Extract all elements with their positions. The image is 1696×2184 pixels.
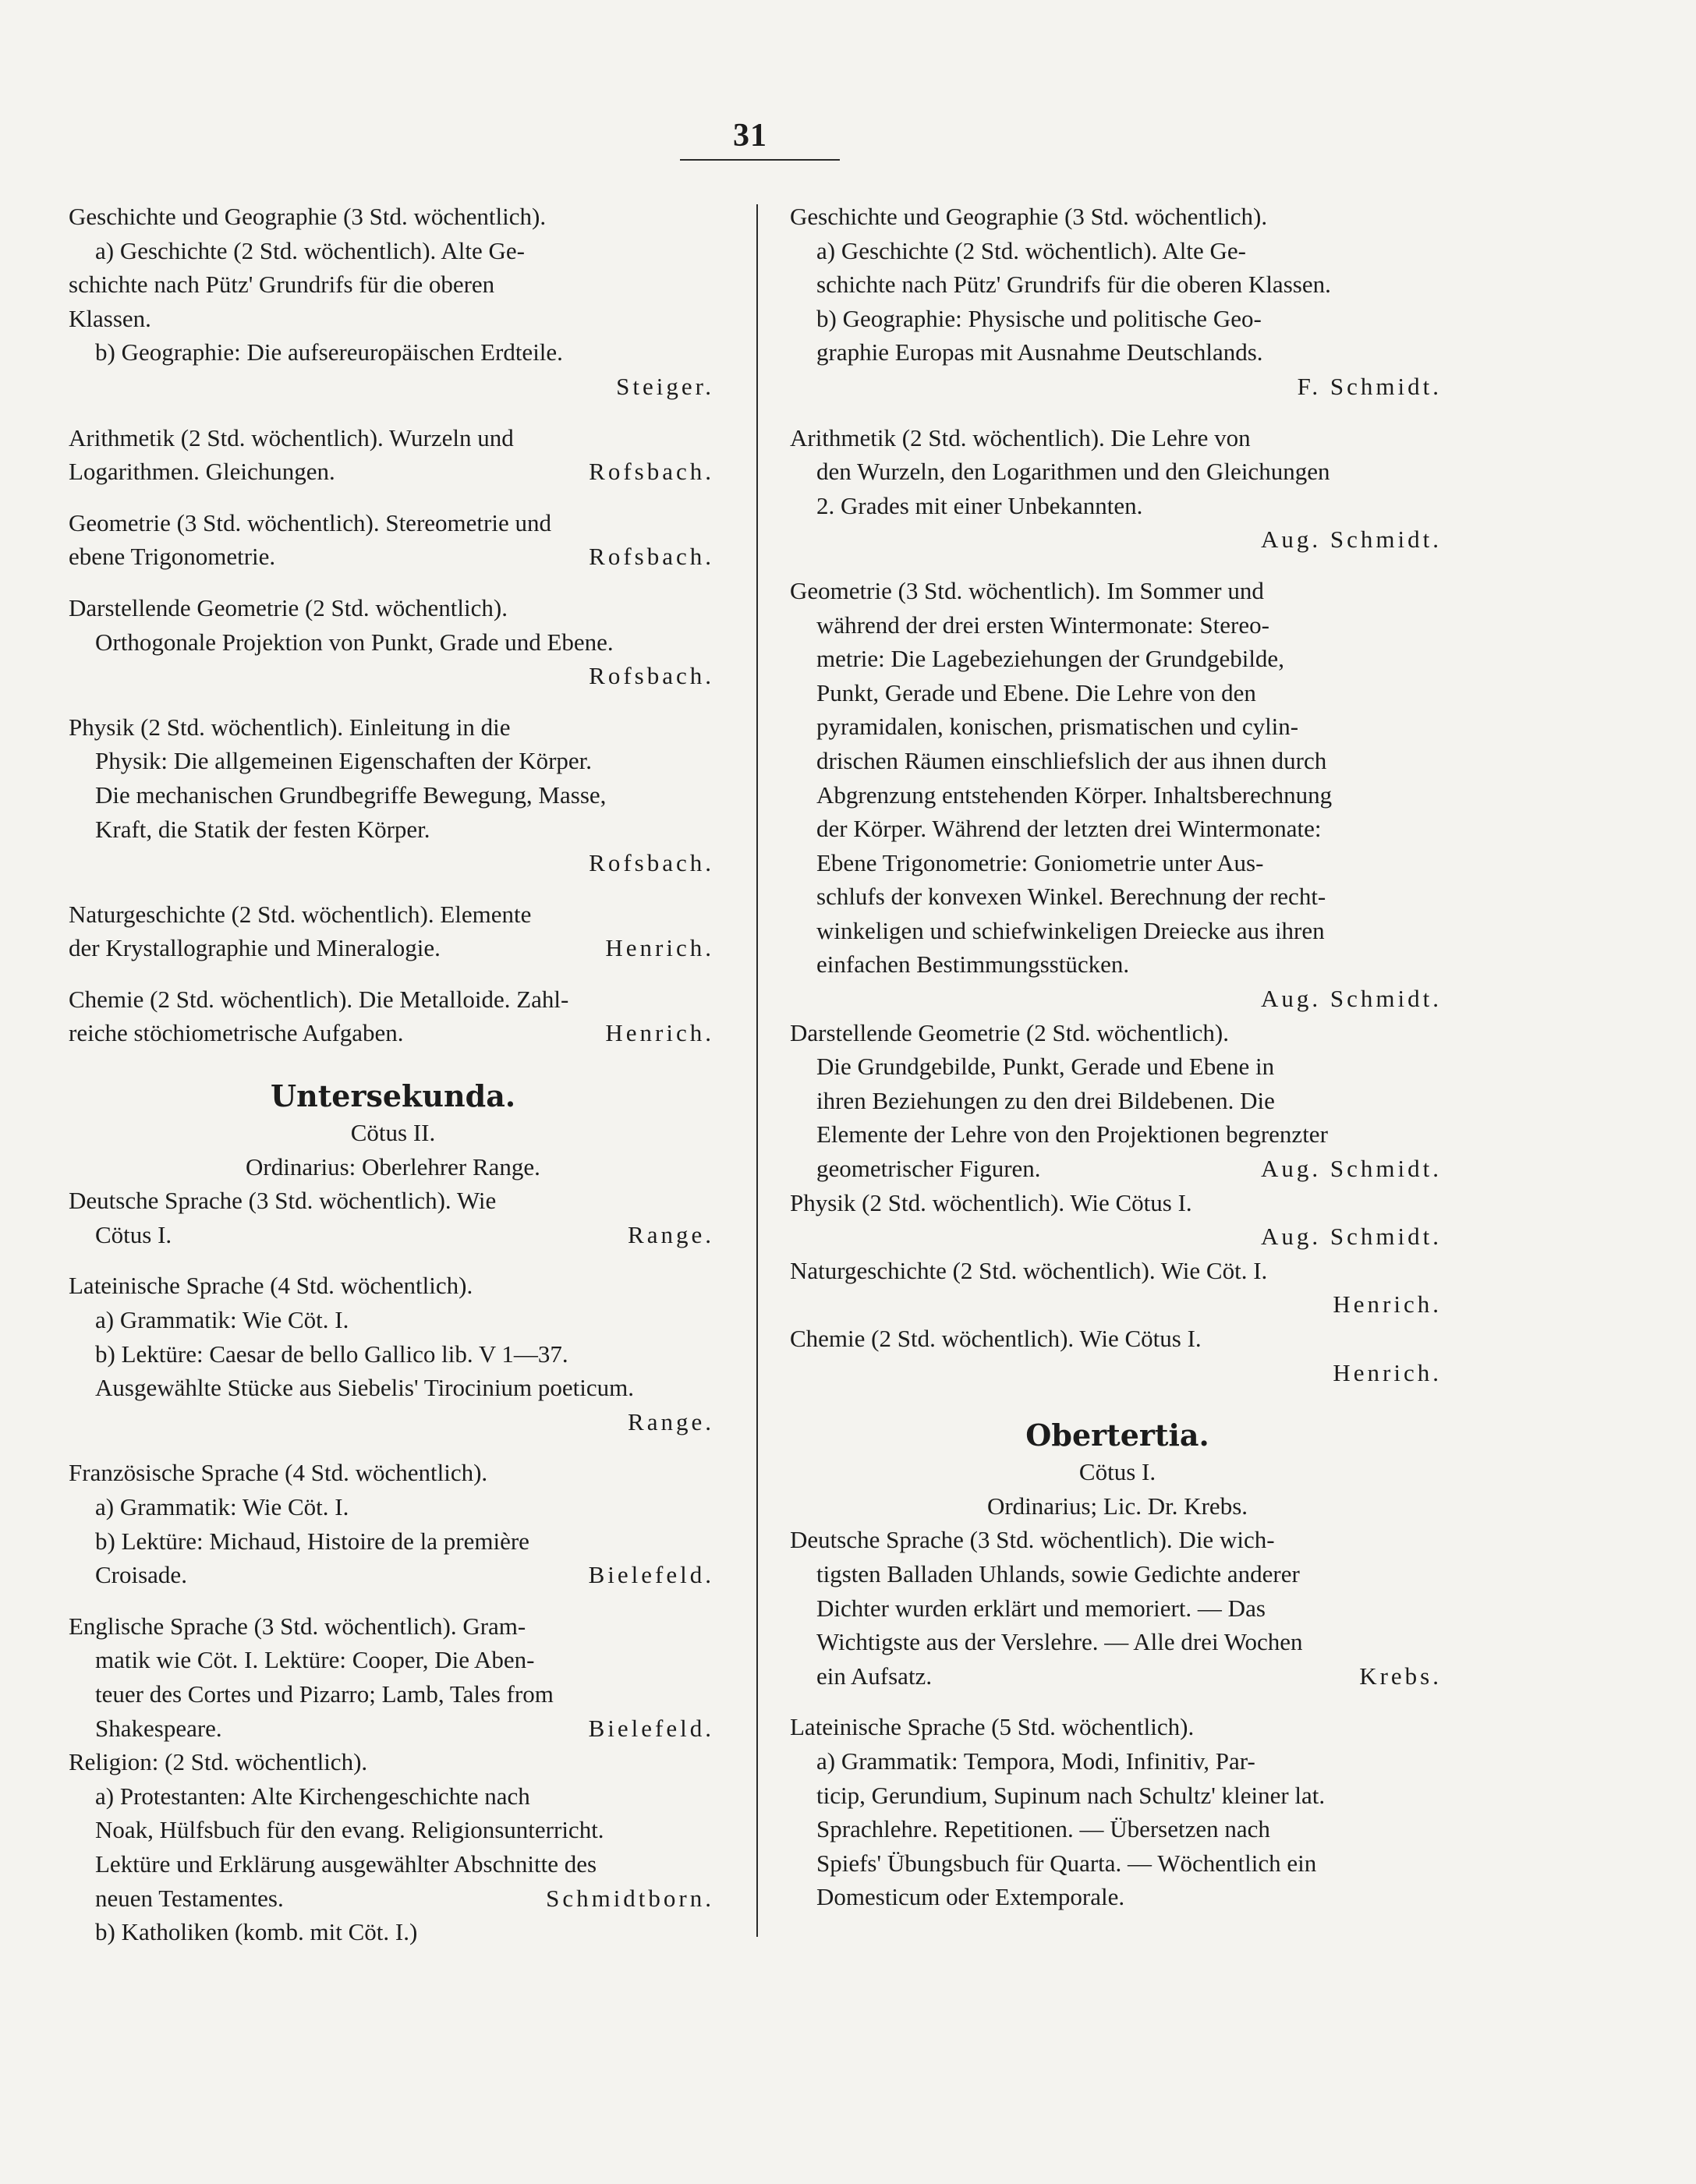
teacher-signature: Rofsbach. — [589, 849, 714, 877]
teacher-signature: Steiger. — [616, 372, 714, 400]
teacher-signature: Rofsbach. — [589, 458, 714, 486]
right-geometrie: Geometrie (3 Std. wöchentlich). Im Sommer und während der drei ersten Wintermonate: Stereo- metrie: Die Lagebeziehungen der Grundgebilde, Punkt, Gerade und Ebene. Die Lehre von den pyramidalen, konischen, prismatischen und cylin- drischen Räumen einschliefslich der aus ihnen durch Abgrenzung entstehenden Körper. Inhaltsberechnung der Körper. Während der letzten drei Wintermonate: Ebene Trigonometrie: Goniometrie unter Aus- schlufs der konvexen Winkel. Berechnung der recht- winkeligen und schiefwinkeligen Dreiecke aus ihren einfachen Bestimmungsstücken. Aug. Schmidt. — [790, 574, 1445, 1016]
left-naturgeschichte: Naturgeschichte (2 Std. wöchentlich). Elemente der Krystallographie und Mineralogie. Henrich. — [69, 897, 717, 965]
left-geometrie: Geometrie (3 Std. wöchentlich). Stereometrie und ebene Trigonometrie. Rofsbach. — [69, 506, 717, 574]
teacher-signature: Rofsbach. — [589, 543, 714, 571]
section-heading-untersekunda: Untersekunda. — [270, 1078, 516, 1114]
teacher-signature: Range. — [628, 1407, 714, 1435]
teacher-signature: Aug. Schmidt. — [1261, 985, 1442, 1013]
teacher-signature: Rofsbach. — [589, 662, 714, 690]
left-chemie: Chemie (2 Std. wöchentlich). Die Metalloide. Zahl- reiche stöchiometrische Aufgaben. Henrich. — [69, 982, 717, 1050]
teacher-signature: Bielefeld. — [588, 1561, 714, 1589]
teacher-signature: Bielefeld. — [588, 1714, 714, 1742]
left-physik: Physik (2 Std. wöchentlich). Einleitung in die Physik: Die allgemeinen Eigenschaften der Körper. Die mechanischen Grundbegriffe Bewegung, Masse, Kraft, die Statik der festen Körper. Rofsbach. — [69, 710, 717, 880]
teacher-signature: Henrich. — [1333, 1290, 1442, 1319]
ordinarius-label: Ordinarius: Oberlehrer Range. — [246, 1152, 540, 1180]
coetus-label: Cötus I. — [1078, 1458, 1156, 1486]
teacher-signature: Aug. Schmidt. — [1261, 1223, 1442, 1251]
ordinarius-label: Ordinarius; Lic. Dr. Krebs. — [986, 1492, 1248, 1520]
left-religion: Religion: (2 Std. wöchentlich). a) Protestanten: Alte Kirchengeschichte nach Noak, Hülfsbuch für den evang. Religionsunterricht. Lektüre und Erklärung ausgewählter Abschnitte des neuen Testamentes. Schmidtborn. b) Katholiken (komb. mit Cöt. I.) — [69, 1745, 717, 1949]
teacher-signature: Range. — [628, 1220, 714, 1248]
teacher-signature: Henrich. — [605, 1019, 714, 1047]
left-deutsche-sprache: Deutsche Sprache (3 Std. wöchentlich). Wie Cötus I. Range. — [69, 1184, 717, 1251]
coetus-label: Cötus II. — [350, 1119, 436, 1147]
left-englische-sprache: Englische Sprache (3 Std. wöchentlich). Gram- matik wie Cöt. I. Lektüre: Cooper, Die Aben- teuer des Cortes und Pizarro; Lamb, Tales from Shakespeare. Bielefeld. — [69, 1609, 717, 1745]
teacher-signature: Aug. Schmidt. — [1261, 526, 1442, 554]
left-geschichte-geographie: Geschichte und Geographie (3 Std. wöchentlich). a) Geschichte (2 Std. wöchentlich). Alte Ge- schichte nach Pütz' Grundrifs für die oberen Klassen. b) Geographie: Die aufsereuropäischen Erdteile. Steiger. — [69, 200, 717, 404]
left-darstellende-geometrie: Darstellende Geometrie (2 Std. wöchentlich). Orthogonale Projektion von Punkt, Grade und Ebene. Rofsbach. — [69, 591, 717, 693]
right-arithmetik: Arithmetik (2 Std. wöchentlich). Die Lehre von den Wurzeln, den Logarithmen und den Gleichungen 2. Grades mit einer Unbekannten. Aug. Schmidt. — [790, 421, 1445, 557]
teacher-signature: F. Schmidt. — [1297, 372, 1442, 400]
left-column — [69, 200, 717, 1949]
page-number: 31 — [733, 118, 767, 154]
left-franzoesische-sprache: Französische Sprache (4 Std. wöchentlich). a) Grammatik: Wie Cöt. I. b) Lektüre: Michaud, Histoire de la première Croisade. Bielefeld. — [69, 1456, 717, 1591]
right-deutsche-sprache: Deutsche Sprache (3 Std. wöchentlich). Die wich- tigsten Balladen Uhlands, sowie Gedichte anderer Dichter wurden erklärt und memoriert. — Das Wichtigste aus der Verslehre. — Alle drei Wochen ein Aufsatz. Krebs. — [790, 1523, 1445, 1693]
page-number-rule — [680, 159, 840, 161]
teacher-signature: Krebs. — [1359, 1662, 1442, 1690]
right-physik: Physik (2 Std. wöchentlich). Wie Cötus I. Aug. Schmidt. — [790, 1186, 1445, 1254]
column-divider — [756, 204, 758, 1937]
right-naturgeschichte: Naturgeschichte (2 Std. wöchentlich). Wie Cöt. I. Henrich. — [790, 1254, 1445, 1322]
left-lateinische-sprache: Lateinische Sprache (4 Std. wöchentlich). a) Grammatik: Wie Cöt. I. b) Lektüre: Caesar de bello Gallico lib. V 1—37. Ausgewählte Stücke aus Siebelis' Tirocinium poeticum. Range. — [69, 1269, 717, 1439]
teacher-signature: Aug. Schmidt. — [1261, 1155, 1442, 1183]
right-lateinische-sprache: Lateinische Sprache (5 Std. wöchentlich). a) Grammatik: Tempora, Modi, Infinitiv, Par- ticip, Gerundium, Supinum nach Schultz' kleiner lat. Sprachlehre. Repetitionen. — Übersetzen nach Spiefs' Übungsbuch für Quarta. — Wöchentlich ein Domesticum oder Extemporale. — [790, 1713, 1326, 1911]
teacher-signature: Henrich. — [605, 934, 714, 962]
right-chemie: Chemie (2 Std. wöchentlich). Wie Cötus I. Henrich. — [790, 1322, 1445, 1389]
teacher-signature: Schmidtborn. — [546, 1884, 714, 1912]
right-column — [790, 200, 1445, 1914]
right-geschichte-geographie: Geschichte und Geographie (3 Std. wöchentlich). a) Geschichte (2 Std. wöchentlich). Alte Ge- schichte nach Pütz' Grundrifs für die oberen Klassen. b) Geographie: Physische und politische Geo- graphie Europas mit Ausnahme Deutschlands. F. Schmidt. — [790, 200, 1445, 404]
teacher-signature: Henrich. — [1333, 1358, 1442, 1386]
left-arithmetik: Arithmetik (2 Std. wöchentlich). Wurzeln und Logarithmen. Gleichungen. Rofsbach. — [69, 421, 717, 489]
section-heading-obertertia: Obertertia. — [1025, 1418, 1209, 1453]
right-darstellende-geometrie: Darstellende Geometrie (2 Std. wöchentlich). Die Grundgebilde, Punkt, Gerade und Ebene in ihren Beziehungen zu den drei Bildebenen. Die Elemente der Lehre von den Projektionen begrenzter geometrischer Figuren. Aug. Schmidt. — [790, 1016, 1445, 1186]
